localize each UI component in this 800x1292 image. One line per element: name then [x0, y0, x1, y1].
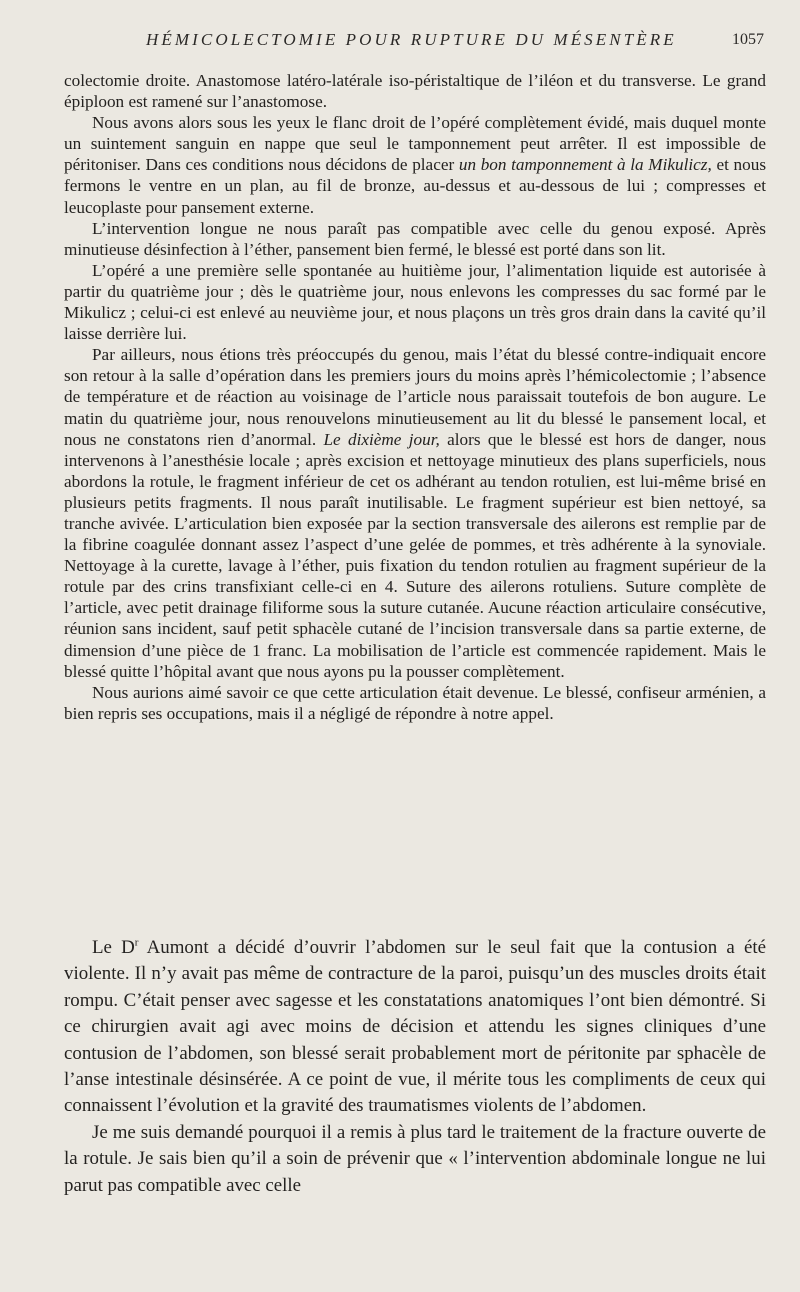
text-run: Le D — [92, 937, 135, 958]
paragraph: Je me suis demandé pourquoi il a remis à plus tard le traitement de la fracture ouverte de la rotule. Je sais bien qu’il a soin de prévenir que « l’intervention abdominale longue ne lui parut pas compatible avec celle — [64, 1121, 766, 1196]
paragraph: L’opéré a une première selle spontanée au huitième jour, l’alimentation liquide est autorisée à partir du quatrième jour ; dès le quatrième jour, nous enlevons les compresses du sac formé par le Mikulicz ; celui-ci est enlevé au neuvième jour, et nous plaçons un très gros drain dans la cavité qu’il laisse derrière lui. — [64, 260, 766, 344]
page-number: 1057 — [732, 31, 764, 48]
text-run: Par ailleurs, nous étions très préoccupés du genou, mais l’état du blessé contre-indiquait encore son retour à la salle d’opération dans les premiers jours du moins après l’hémicolectomie ; l’absence de température et de réaction au voisinage de l’article nous paraissait toutefois de bon augure. Le matin du quatrième jour, nous renouvelons minutieusement au lit du blessé le pansement local, et nous ne constatons rien d’anormal. — [64, 345, 766, 449]
paragraph: Nous aurions aimé savoir ce que cette articulation était devenue. Le blessé, confiseur arménien, a bien repris ses occupations, mais il a négligé de répondre à notre appel. — [64, 682, 766, 723]
commentary — [64, 935, 766, 1199]
case-report — [64, 70, 766, 724]
text-run: alors que le blessé est hors de danger, nous intervenons à l’anesthésie locale ; après excision et nettoyage minutieux des plans superficiels, nous abordons la rotule, le fragment inférieur de cet os adhérant au tendon rotulien, est lui-même brisé en plusieurs petits fragments. Il nous paraît inutilisable. Le fragment supérieur est bien nettoyé, sa tranche avivée. L’articulation bien exposée par la section transversale des ailerons est remplie par de la fibrine coagulée donnant assez l’aspect d’une gelée de pommes, et très adhérente à la synoviale. Nettoyage à la curette, lavage à l’éther, puis fixation du tendon rotulien au fragment supérieur de la rotule par des crins transfixiant celle-ci en 4. Suture des ailerons rotuliens. Suture complète de l’article, avec petit drainage filiforme sous la suture cutanée. Aucune réaction articulaire consécutive, réunion sans incident, sauf petit sphacèle cutané de l’incision transversale dans sa partie externe, de dimension d’une pièce de 1 franc. La mobilisation de l’article est commencée rapidement. Mais le blessé quitte l’hôpital avant que nous ayons pu la pousser complètement. — [64, 429, 767, 681]
text-run: Nous avons alors sous les yeux le flanc droit de l’opéré complètement évidé, mais duquel monte un suintement sanguin en nappe que seul le tamponnement peut arrêter. Il est impossible de péritoniser. Dans ces conditions nous décidons de placer — [64, 113, 766, 175]
paragraph — [64, 344, 766, 682]
paragraph: colectomie droite. Anastomose latéro-latérale iso-péristaltique de l’iléon et du transverse. Le grand épiploon est ramené sur l’anastomose. — [64, 71, 766, 112]
page-header — [0, 30, 800, 56]
text-run: Aumont a décidé d’ouvrir l’abdomen sur le seul fait que la contusion a été violente. Il n’y avait pas même de contracture de la paroi, puisqu’un des muscles droits était rompu. C’était penser avec sagesse et les constatations anatomiques l’ont bien démontré. Si ce chirurgien avait agi avec moins de décision et attendu les signes cliniques d’une contusion de l’abdomen, son blessé serait probablement mort de péritonite par sphacèle de l’anse intestinale désinsérée. A ce point de vue, il mérite tous les compliments de ceux qui connaissent l’évolution et la gravité des traumatismes violents de l’abdomen. — [64, 937, 766, 1117]
text-run: et nous fermons le ventre en un plan, au fil de bronze, au-dessus et au-dessous de lui ; compresses et leucoplaste pour pansement externe. — [64, 155, 767, 217]
paragraph — [64, 935, 766, 1120]
paragraph: L’intervention longue ne nous paraît pas compatible avec celle du genou exposé. Après minutieuse désinfection à l’éther, pansement bien fermé, le blessé est porté dans son lit. — [64, 218, 766, 259]
superscript: r — [134, 936, 139, 949]
emphasis: Le dixième jour, — [323, 429, 440, 449]
running-title: HÉMICOLECTOMIE POUR RUPTURE DU MÉSENTÈRE — [146, 30, 677, 49]
paragraph — [64, 112, 766, 217]
emphasis: un bon tamponnement à la Mikulicz, — [458, 155, 712, 175]
